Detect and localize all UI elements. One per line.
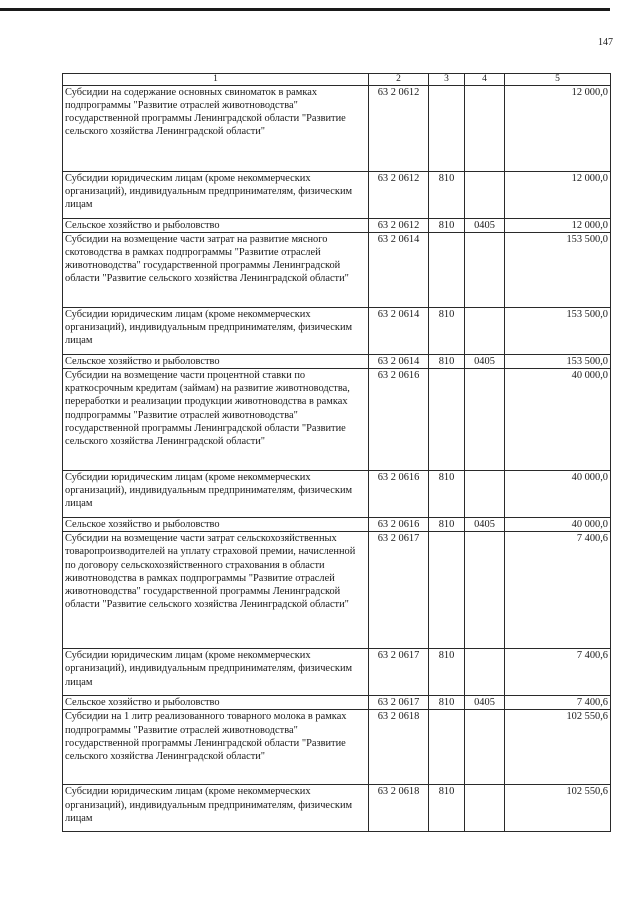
table-row [63, 649, 611, 696]
row-amount: 153 500,0 [505, 308, 611, 355]
table-row [63, 710, 611, 785]
row-target-code: 63 2 0612 [369, 86, 429, 172]
row-description: Субсидии на возмещение части затрат на развитие мясного скотоводства в рамках подпрограммы "Развитие отраслей животноводства" государственной программы Ленинградской области "Развитие сельского хозяйства Ленинградской области" [63, 233, 369, 308]
row-amount: 40 000,0 [505, 471, 611, 518]
header-col-1: 1 [63, 74, 369, 86]
row-section [465, 172, 505, 219]
row-amount: 102 550,6 [505, 785, 611, 832]
row-expense-type [429, 86, 465, 172]
row-amount: 7 400,6 [505, 649, 611, 696]
row-target-code: 63 2 0616 [369, 518, 429, 532]
table-row [63, 369, 611, 471]
row-section: 0405 [465, 355, 505, 369]
table-row [63, 355, 611, 369]
row-target-code: 63 2 0612 [369, 172, 429, 219]
row-section: 0405 [465, 219, 505, 233]
row-expense-type: 810 [429, 308, 465, 355]
row-target-code: 63 2 0617 [369, 649, 429, 696]
row-expense-type [429, 233, 465, 308]
header-col-2: 2 [369, 74, 429, 86]
row-amount: 40 000,0 [505, 369, 611, 471]
row-description: Субсидии юридическим лицам (кроме некоммерческих организаций), индивидуальным предпринимателям, физическим лицам [63, 471, 369, 518]
row-amount: 12 000,0 [505, 172, 611, 219]
row-target-code: 63 2 0617 [369, 532, 429, 649]
row-section [465, 86, 505, 172]
table-row [63, 233, 611, 308]
row-section [465, 532, 505, 649]
row-section [465, 649, 505, 696]
row-target-code: 63 2 0618 [369, 710, 429, 785]
page-number: 147 [598, 37, 613, 48]
row-description: Субсидии юридическим лицам (кроме некоммерческих организаций), индивидуальным предпринимателям, физическим лицам [63, 308, 369, 355]
row-description: Сельское хозяйство и рыболовство [63, 696, 369, 710]
row-expense-type [429, 532, 465, 649]
row-target-code: 63 2 0618 [369, 785, 429, 832]
budget-table [62, 73, 611, 832]
row-target-code: 63 2 0614 [369, 355, 429, 369]
row-target-code: 63 2 0616 [369, 369, 429, 471]
row-amount: 7 400,6 [505, 532, 611, 649]
row-expense-type: 810 [429, 518, 465, 532]
row-expense-type: 810 [429, 219, 465, 233]
row-amount: 153 500,0 [505, 233, 611, 308]
row-expense-type [429, 710, 465, 785]
row-expense-type: 810 [429, 471, 465, 518]
row-amount: 12 000,0 [505, 219, 611, 233]
row-amount: 102 550,6 [505, 710, 611, 785]
row-amount: 40 000,0 [505, 518, 611, 532]
row-description: Субсидии на 1 литр реализованного товарного молока в рамках подпрограммы "Развитие отраслей животноводства" государственной программы Ленинградской области "Развитие сельского хозяйства Ленинградской области" [63, 710, 369, 785]
row-expense-type [429, 369, 465, 471]
row-description: Субсидии на возмещение части процентной ставки по краткосрочным кредитам (займам) на развитие животноводства, переработки и реализации продукции животноводства в рамках подпрограммы "Развитие отраслей животноводства" государственной программы Ленинградской области "Развитие сельского хозяйства Ленинградской области" [63, 369, 369, 471]
row-section: 0405 [465, 518, 505, 532]
row-section [465, 233, 505, 308]
table-row [63, 308, 611, 355]
row-target-code: 63 2 0616 [369, 471, 429, 518]
row-description: Сельское хозяйство и рыболовство [63, 518, 369, 532]
row-target-code: 63 2 0614 [369, 233, 429, 308]
table-row [63, 86, 611, 172]
row-description: Субсидии на содержание основных свиноматок в рамках подпрограммы "Развитие отраслей животноводства" государственной программы Ленинградской области "Развитие сельского хозяйства Ленинградской области" [63, 86, 369, 172]
header-col-4: 4 [465, 74, 505, 86]
row-description: Субсидии юридическим лицам (кроме некоммерческих организаций), индивидуальным предпринимателям, физическим лицам [63, 172, 369, 219]
row-description: Субсидии юридическим лицам (кроме некоммерческих организаций), индивидуальным предпринимателям, физическим лицам [63, 785, 369, 832]
row-amount: 12 000,0 [505, 86, 611, 172]
row-amount: 153 500,0 [505, 355, 611, 369]
row-expense-type: 810 [429, 785, 465, 832]
row-expense-type: 810 [429, 696, 465, 710]
table-row [63, 785, 611, 832]
row-section: 0405 [465, 696, 505, 710]
row-description: Субсидии на возмещение части затрат сельскохозяйственных товаропроизводителей на уплату страховой премии, начисленной по договору сельскохозяйственного страхования в области животноводства в рамках подпрограммы "Развитие отраслей животноводства" государственной программы Ленинградской области "Развитие сельского хозяйства Ленинградской области" [63, 532, 369, 649]
row-expense-type: 810 [429, 172, 465, 219]
top-rule [0, 8, 610, 11]
row-description: Сельское хозяйство и рыболовство [63, 355, 369, 369]
row-section [465, 710, 505, 785]
row-target-code: 63 2 0614 [369, 308, 429, 355]
header-col-5: 5 [505, 74, 611, 86]
row-section [465, 369, 505, 471]
table-row [63, 219, 611, 233]
row-expense-type: 810 [429, 649, 465, 696]
row-section [465, 308, 505, 355]
header-row [63, 74, 611, 86]
row-description: Сельское хозяйство и рыболовство [63, 219, 369, 233]
row-section [465, 471, 505, 518]
table-row [63, 471, 611, 518]
table-row [63, 518, 611, 532]
row-target-code: 63 2 0617 [369, 696, 429, 710]
row-amount: 7 400,6 [505, 696, 611, 710]
row-expense-type: 810 [429, 355, 465, 369]
table-row [63, 172, 611, 219]
row-description: Субсидии юридическим лицам (кроме некоммерческих организаций), индивидуальным предпринимателям, физическим лицам [63, 649, 369, 696]
row-section [465, 785, 505, 832]
row-target-code: 63 2 0612 [369, 219, 429, 233]
table-row [63, 532, 611, 649]
table-row [63, 696, 611, 710]
header-col-3: 3 [429, 74, 465, 86]
